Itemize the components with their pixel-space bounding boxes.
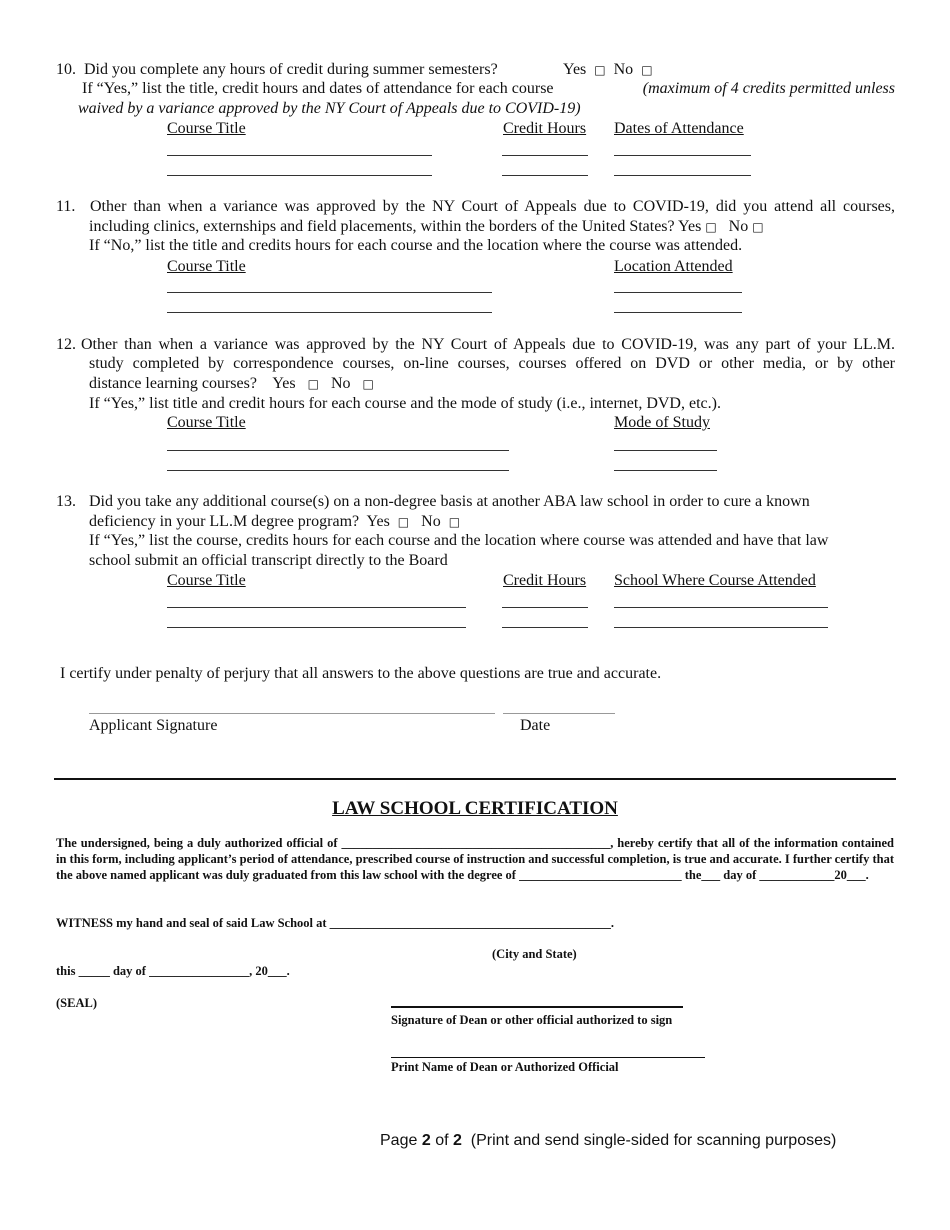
q10-dates-field-2[interactable] <box>614 175 751 176</box>
q11-number: 11. <box>56 198 76 215</box>
q13-yes-checkbox[interactable]: □ <box>397 515 410 529</box>
q12-text-2: study completed by correspondence courses, on-line courses, courses offered on DVD or other media, or by other <box>89 355 895 372</box>
q13-header-school: School Where Course Attended <box>614 572 816 589</box>
q13-school-field-2[interactable] <box>614 627 828 628</box>
q10-credit-hours-field-2[interactable] <box>502 175 588 176</box>
q12-text-3: distance learning courses? <box>89 375 257 392</box>
seal-label: (SEAL) <box>56 996 97 1010</box>
q13-no-label: No <box>421 513 441 530</box>
q10-no-checkbox[interactable]: □ <box>641 63 653 77</box>
q10-course-title-field-2[interactable] <box>167 175 432 176</box>
law-school-heading: LAW SCHOOL CERTIFICATION <box>332 798 618 819</box>
this-day-line: this _____ day of ________________, 20___. <box>56 964 290 978</box>
date-field[interactable] <box>503 713 615 714</box>
q12-no-label: No <box>330 375 351 392</box>
q13-text-1: Did you take any additional course(s) on a non-degree basis at another ABA law school in order to cure a known <box>89 493 810 510</box>
q12-yes-label: Yes <box>272 375 296 392</box>
q11-yes-checkbox[interactable]: □ <box>705 220 717 234</box>
q13-credit-hours-field-2[interactable] <box>502 627 588 628</box>
law-school-paragraph <box>56 835 894 883</box>
q11-header-location: Location Attended <box>614 258 733 275</box>
q12-line1 <box>56 335 895 354</box>
q11-course-title-field-1[interactable] <box>167 292 492 293</box>
q13-instruction-1: If “Yes,” list the course, credits hours for each course and the location where course was attended and have that law <box>89 532 829 549</box>
q13-course-title-field-1[interactable] <box>167 607 466 608</box>
q11-line2 <box>89 217 764 237</box>
q13-header-course-title: Course Title <box>167 572 246 589</box>
footer-page-number: 2 <box>421 1132 431 1149</box>
q10-instruction-italic-2: waived by a variance approved by the NY Court of Appeals due to COVID-19) <box>78 100 581 117</box>
q13-credit-hours-field-1[interactable] <box>502 607 588 608</box>
q13-line2 <box>89 512 460 532</box>
q10-options <box>563 60 653 80</box>
q11-location-field-2[interactable] <box>614 312 742 313</box>
footer-page-total: 2 <box>452 1132 462 1149</box>
q12-course-title-field-1[interactable] <box>167 450 509 451</box>
q10-question-line <box>56 60 498 79</box>
q11-no-label: No <box>728 218 749 235</box>
q12-text-1: Other than when a variance was approved by the NY Court of Appeals due to COVID-19, was any part of your LL.M. <box>81 336 895 353</box>
q11-yes-label: Yes <box>678 218 702 235</box>
q11-line1 <box>56 197 895 216</box>
footer-page-word: Page <box>380 1132 418 1149</box>
q13-text-2: deficiency in your LL.M degree program? <box>89 513 360 530</box>
q12-instruction: If “Yes,” list title and credit hours for each course and the mode of study (i.e., internet, DVD, etc.). <box>89 395 721 412</box>
date-label: Date <box>520 717 551 734</box>
q11-no-checkbox[interactable]: □ <box>752 220 764 234</box>
q10-yes-label: Yes <box>563 61 587 78</box>
footer-note: (Print and send single-sided for scanning purposes) <box>470 1132 837 1149</box>
q12-line3 <box>89 374 374 394</box>
q10-course-title-field-1[interactable] <box>167 155 432 156</box>
q10-question: Did you complete any hours of credit during summer semesters? <box>84 61 498 78</box>
q12-yes-checkbox[interactable]: □ <box>307 377 319 391</box>
law-school-para-part-3: the___ day of ____________20___. <box>681 868 869 882</box>
q10-dates-field-1[interactable] <box>614 155 751 156</box>
q10-header-credit-hours: Credit Hours <box>503 120 587 137</box>
q13-yes-label: Yes <box>366 513 390 530</box>
applicant-signature-field[interactable] <box>89 713 495 714</box>
q12-mode-field-2[interactable] <box>614 470 717 471</box>
law-school-name-field[interactable]: ___________________________________________ <box>341 836 611 850</box>
q11-text-1: Other than when a variance was approved by the NY Court of Appeals due to COVID-19, did you attend all courses, <box>90 198 895 215</box>
law-school-para-part-2: , hereby certify that all of the information contained in this form, including applicant’s period of attendance, prescribed course of instruction and successful completion, is true and accurate. I further certify that the above named applicant was duly graduated from this law school with the degree of <box>56 836 894 882</box>
law-school-para-part-1: The undersigned, being a duly authorized official of <box>56 836 342 850</box>
q12-no-checkbox[interactable]: □ <box>362 377 374 391</box>
q10-credit-hours-field-1[interactable] <box>502 155 588 156</box>
q11-location-field-1[interactable] <box>614 292 742 293</box>
q13-school-field-1[interactable] <box>614 607 828 608</box>
q10-yes-checkbox[interactable]: □ <box>594 63 606 77</box>
q10-instruction-line2 <box>78 99 581 118</box>
q10-instruction-line1 <box>82 79 895 98</box>
q10-instruction-italic-1: (maximum of 4 credits permitted unless <box>642 80 895 97</box>
witness-line: WITNESS my hand and seal of said Law School at _____________________________________________. <box>56 916 615 930</box>
q10-header-course-title: Course Title <box>167 120 246 137</box>
dean-signature-label: Signature of Dean or other official authorized to sign <box>391 1013 673 1027</box>
q13-instruction-2: school submit an official transcript directly to the Board <box>89 552 448 569</box>
q12-header-course-title: Course Title <box>167 414 246 431</box>
q13-number: 13. <box>56 493 76 510</box>
q10-number: 10. <box>56 61 76 78</box>
q11-header-course-title: Course Title <box>167 258 246 275</box>
q11-instruction: If “No,” list the title and credits hours for each course and the location where the course was attended. <box>89 237 743 254</box>
q13-course-title-field-2[interactable] <box>167 627 466 628</box>
q10-header-dates: Dates of Attendance <box>614 120 744 137</box>
q11-text-2: including clinics, externships and field placements, within the borders of the United States? <box>89 218 675 235</box>
q13-no-checkbox[interactable]: □ <box>448 515 461 529</box>
print-name-label: Print Name of Dean or Authorized Official <box>391 1060 619 1074</box>
q11-course-title-field-2[interactable] <box>167 312 492 313</box>
footer-of-word: of <box>435 1132 449 1149</box>
perjury-statement: I certify under penalty of perjury that all answers to the above questions are true and accurate. <box>60 665 662 682</box>
q10-no-label: No <box>613 61 634 78</box>
print-name-field[interactable] <box>391 1057 705 1058</box>
city-state-label: (City and State) <box>492 947 577 961</box>
q12-number: 12. <box>56 336 76 353</box>
q13-line1 <box>56 492 810 511</box>
q12-header-mode: Mode of Study <box>614 414 710 431</box>
dean-signature-field[interactable] <box>391 1006 683 1008</box>
page-footer <box>380 1132 836 1150</box>
degree-field[interactable]: __________________________ <box>519 868 682 882</box>
q13-header-credit-hours: Credit Hours <box>503 572 587 589</box>
q12-mode-field-1[interactable] <box>614 450 717 451</box>
section-divider <box>54 778 896 780</box>
applicant-signature-label: Applicant Signature <box>89 717 218 734</box>
q12-course-title-field-2[interactable] <box>167 470 509 471</box>
q10-instruction: If “Yes,” list the title, credit hours and dates of attendance for each course <box>82 80 554 97</box>
